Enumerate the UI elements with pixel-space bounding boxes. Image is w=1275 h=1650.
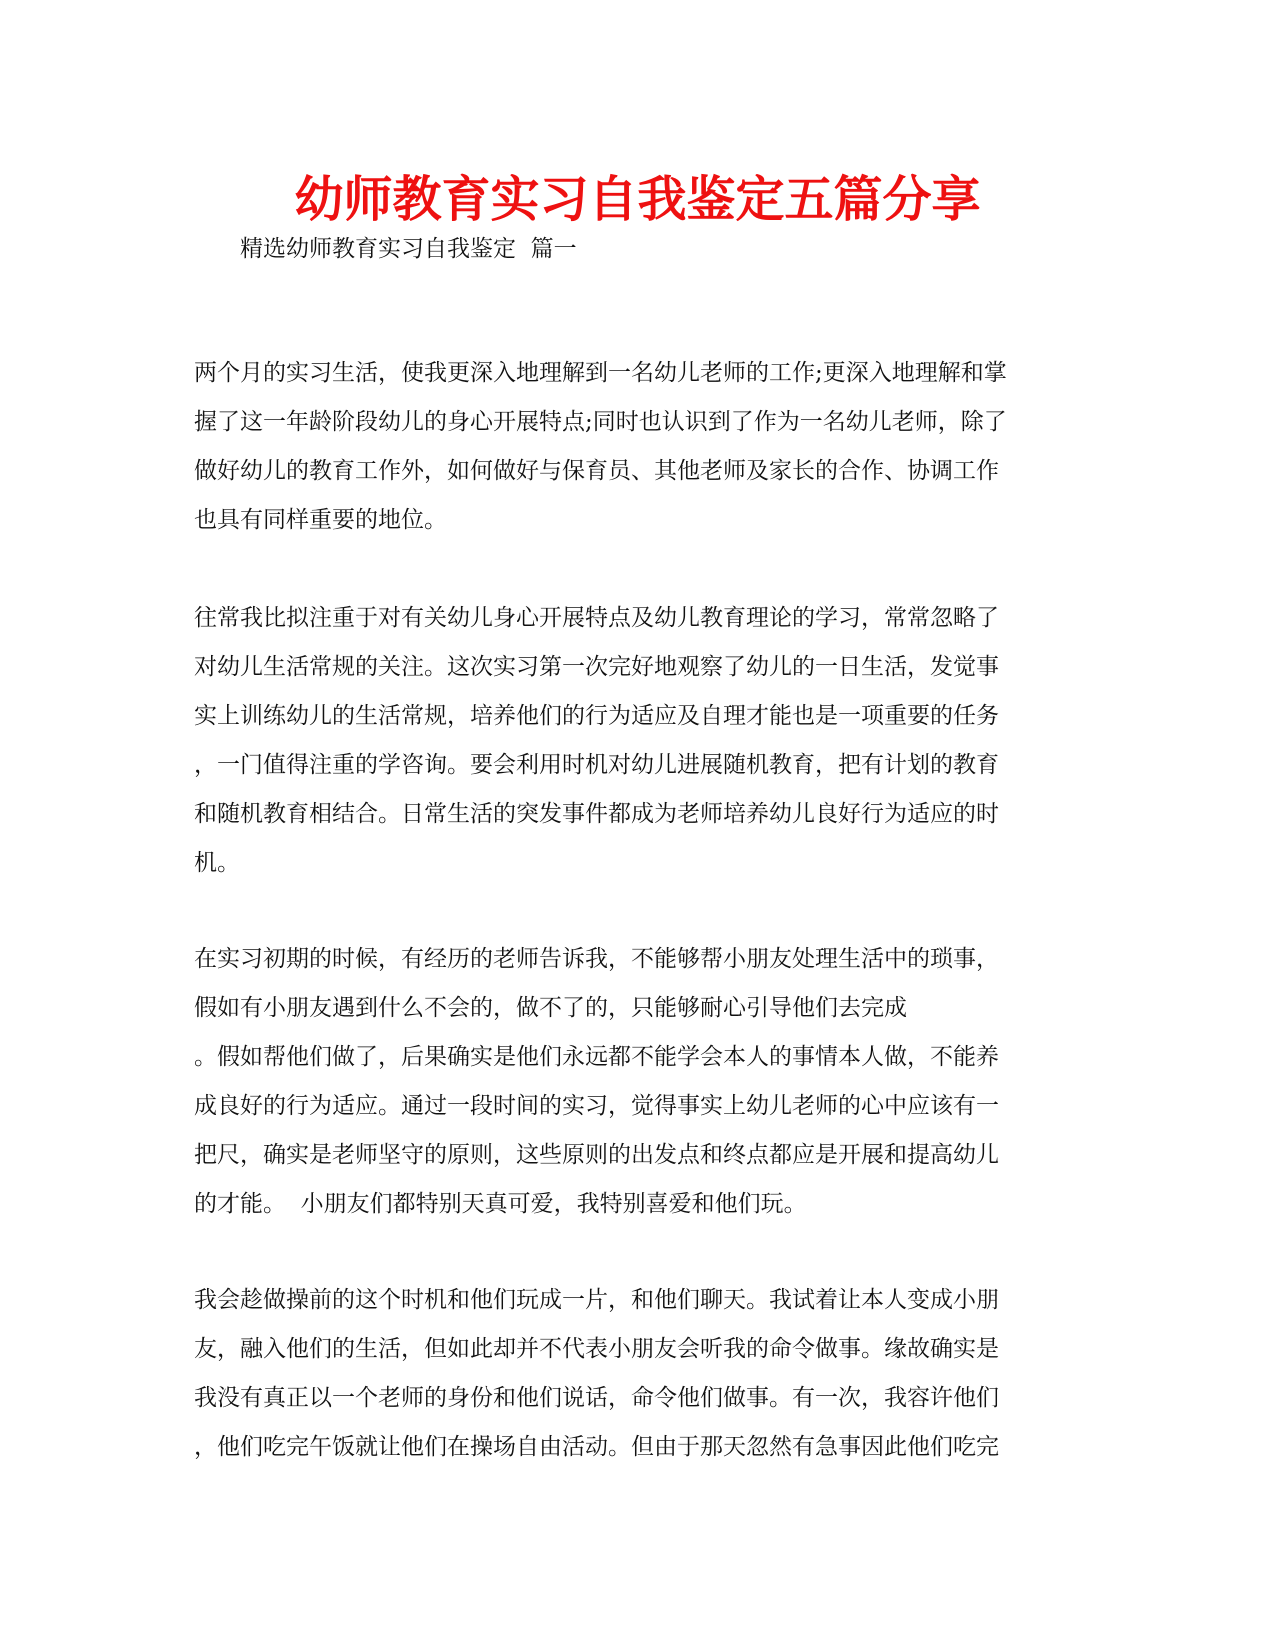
text-line: 往常我比拟注重于对有关幼儿身心开展特点及幼儿教育理论的学习，常常忽略了 xyxy=(194,605,999,631)
text-line: 在实习初期的时候，有经历的老师告诉我，不能够帮小朋友处理生活中的琐事， xyxy=(194,946,999,972)
text-line: 我没有真正以一个老师的身份和他们说话，命令他们做事。有一次，我容许他们 xyxy=(194,1385,999,1411)
text-line: 友，融入他们的生活，但如此却并不代表小朋友会听我的命令做事。缘故确实是 xyxy=(194,1336,999,1362)
text-line: 握了这一年龄阶段幼儿的身心开展特点;同时也认识到了作为一名幼儿老师，除了 xyxy=(194,409,1007,435)
text-line: 假如有小朋友遇到什么不会的，做不了的，只能够耐心引导他们去完成 xyxy=(194,995,907,1021)
text-line: 的才能。 小朋友们都特别天真可爱，我特别喜爱和他们玩。 xyxy=(194,1191,807,1217)
text-line: 也具有同样重要的地位。 xyxy=(194,507,447,533)
document-title: 幼师教育实习自我鉴定五篇分享 xyxy=(294,171,981,228)
paragraph-2 xyxy=(194,594,1084,888)
text-line: 对幼儿生活常规的关注。这次实习第一次完好地观察了幼儿的一日生活，发觉事 xyxy=(194,654,999,680)
text-line: 两个月的实习生活，使我更深入地理解到一名幼儿老师的工作;更深入地理解和掌 xyxy=(194,360,1007,386)
section-heading: 精选幼师教育实习自我鉴定 篇一 xyxy=(240,236,577,262)
text-line: 我会趁做操前的这个时机和他们玩成一片，和他们聊天。我试着让本人变成小朋 xyxy=(194,1287,999,1313)
text-line: 。假如帮他们做了，后果确实是他们永远都不能学会本人的事情本人做，不能养 xyxy=(194,1044,999,1070)
paragraph-4 xyxy=(194,1276,1084,1472)
text-line: 机。 xyxy=(194,850,240,876)
paragraph-3 xyxy=(194,935,1084,1229)
text-line: ，一门值得注重的学咨询。要会利用时机对幼儿进展随机教育，把有计划的教育 xyxy=(194,752,999,778)
text-line: 把尺，确实是老师坚守的原则，这些原则的出发点和终点都应是开展和提高幼儿 xyxy=(194,1142,999,1168)
paragraph-1 xyxy=(194,349,1084,545)
text-line: ，他们吃完午饭就让他们在操场自由活动。但由于那天忽然有急事因此他们吃完 xyxy=(194,1434,999,1460)
text-line: 做好幼儿的教育工作外，如何做好与保育员、其他老师及家长的合作、协调工作 xyxy=(194,458,999,484)
text-line: 成良好的行为适应。通过一段时间的实习，觉得事实上幼儿老师的心中应该有一 xyxy=(194,1093,999,1119)
text-line: 和随机教育相结合。日常生活的突发事件都成为老师培养幼儿良好行为适应的时 xyxy=(194,801,999,827)
text-line: 实上训练幼儿的生活常规，培养他们的行为适应及自理才能也是一项重要的任务 xyxy=(194,703,999,729)
